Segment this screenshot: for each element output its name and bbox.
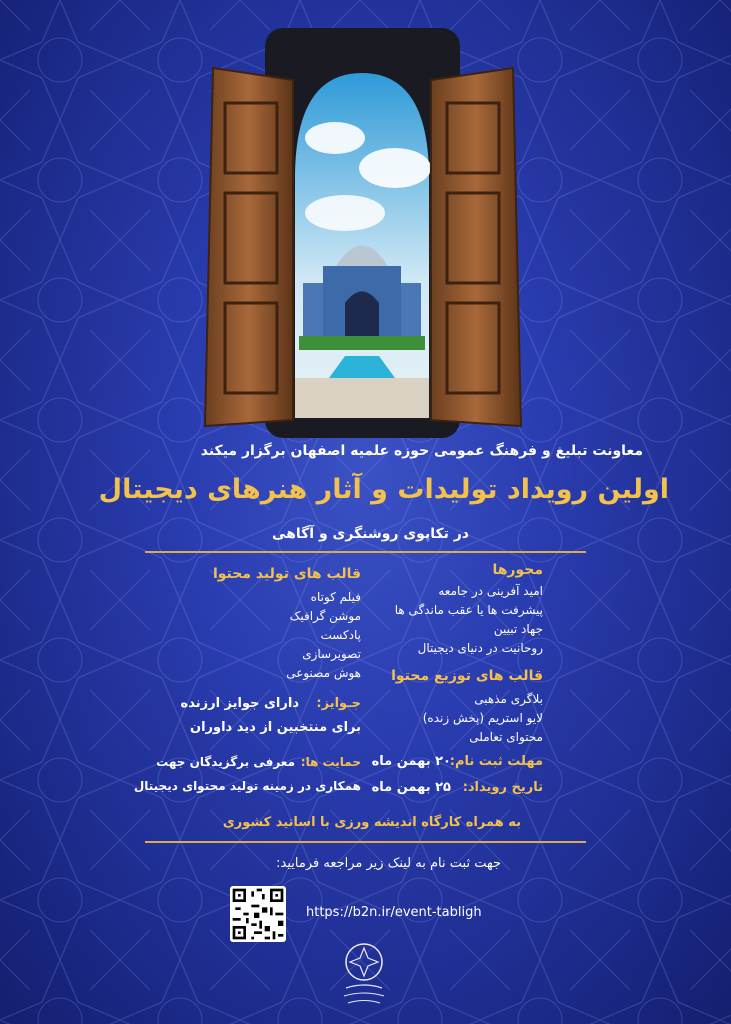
registration-deadline-label: مهلت ثبت نام: — [449, 754, 543, 769]
divider-top — [145, 551, 586, 553]
support-label: حمایت ها: — [300, 755, 361, 769]
registration-instruction: جهت ثبت نام به لینک زیر مراجعه فرمایید: — [276, 856, 501, 871]
axes-heading: محورها — [492, 562, 543, 578]
workshop-note: به همراه کارگاه اندیشه ورزی با اساتید کشوری — [222, 815, 521, 830]
seminary-logo-icon — [334, 940, 394, 1008]
support-line-1: معرفی برگزیدگان جهت — [156, 755, 295, 769]
registration-link[interactable]: https://b2n.ir/event-tabligh — [306, 905, 482, 920]
door-phone-illustration — [195, 18, 530, 438]
page-title: اولین رویداد تولیدات و آثار هنرهای دیجیتال — [98, 474, 669, 505]
production-item: هوش مصنوعی — [286, 666, 361, 680]
event-date-value: ۲۵ بهمن ماه — [371, 780, 451, 795]
prizes-line-1: دارای جوایز ارزنده — [180, 696, 299, 711]
production-heading: قالب های تولید محتوا — [212, 566, 361, 582]
production-item: فیلم کوتاه — [310, 590, 361, 604]
event-date-label: تاریخ رویداد: — [462, 780, 543, 795]
production-item: تصویرسازی — [302, 647, 361, 661]
organizer-line: معاونت تبلیغ و فرهنگ عمومی حوزه علمیه اصفهان برگزار میکند — [200, 443, 643, 459]
divider-bottom — [145, 841, 586, 843]
distribution-item: محتوای تعاملی — [469, 730, 543, 744]
prizes-line-2: برای منتخبین از دید داوران — [189, 720, 361, 735]
subtitle: در تکاپوی روشنگری و آگاهی — [272, 526, 469, 542]
support-line-2: همکاری در زمینه تولید محتوای دیجیتال — [133, 779, 361, 793]
registration-deadline-value: ۲۰ بهمن ماه — [371, 754, 451, 769]
axes-item: پیشرفت ها یا عقب ماندگی ها — [394, 603, 543, 617]
axes-item: جهاد تبیین — [493, 622, 543, 636]
production-item: موشن گرافیک — [289, 609, 361, 623]
qr-code-image — [230, 886, 286, 942]
production-item: پادکست — [320, 628, 361, 642]
qr-code[interactable] — [230, 886, 286, 942]
distribution-item: لایو استریم (پخش زنده) — [422, 711, 543, 725]
axes-item: امید آفرینی در جامعه — [438, 584, 543, 598]
axes-item: روحانیت در دنیای دیجیتال — [417, 641, 543, 655]
prizes-label: جـوایز: — [316, 696, 361, 711]
distribution-heading: قالب های توزیع محتوا — [391, 668, 543, 684]
distribution-item: بلاگری مذهبی — [474, 692, 543, 706]
